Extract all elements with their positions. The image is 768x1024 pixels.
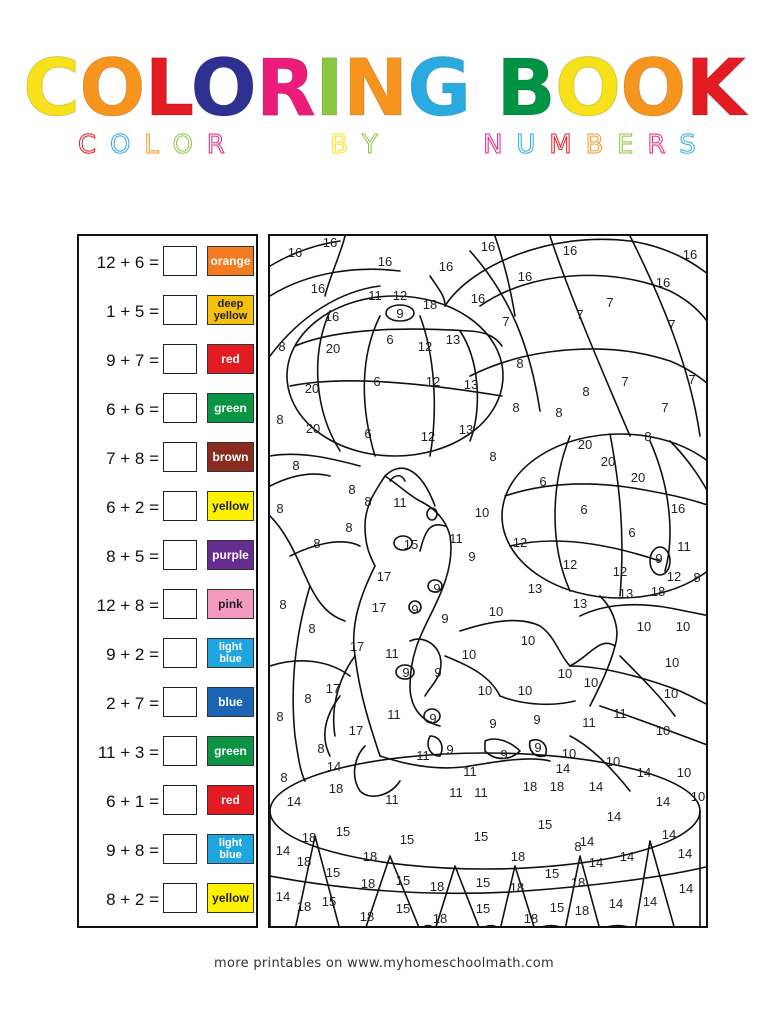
legend-row — [79, 245, 260, 281]
region-number: 15 — [399, 832, 415, 847]
region-number: 20 — [325, 341, 341, 356]
region-number: 15 — [544, 866, 560, 881]
region-number: 11 — [416, 748, 430, 763]
region-number: 6 — [373, 374, 381, 389]
region-number: 14 — [636, 765, 652, 780]
subtitle-letter: U — [516, 130, 538, 160]
legend-row — [79, 490, 260, 526]
subtitle-letter: E — [617, 130, 636, 160]
region-number: 8 — [693, 570, 701, 585]
region-number: 8 — [364, 494, 372, 509]
region-number: 15 — [321, 894, 337, 909]
region-number: 11 — [393, 495, 407, 510]
region-number: 8 — [512, 400, 520, 415]
subtitle-letter: M — [549, 130, 574, 160]
subtitle-letter: B — [330, 130, 351, 160]
region-number: 16 — [438, 259, 454, 274]
region-number: 11 — [449, 531, 463, 546]
answer-box[interactable] — [163, 540, 197, 570]
color-swatch: light blue — [207, 638, 254, 668]
region-number: 11 — [582, 715, 596, 730]
color-swatch: red — [207, 344, 254, 374]
answer-box[interactable] — [163, 785, 197, 815]
region-number: 16 — [322, 236, 338, 250]
region-number: 14 — [555, 761, 571, 776]
region-number: 8 — [348, 482, 356, 497]
region-number: 12 — [392, 288, 408, 303]
region-number: 9 — [468, 549, 476, 564]
color-by-number-picture — [268, 234, 708, 928]
region-number: 8 — [574, 839, 582, 854]
region-number: 15 — [395, 873, 411, 888]
subtitle-letter: B — [585, 130, 606, 160]
region-number: 8 — [516, 356, 524, 371]
region-number: 11 — [677, 539, 691, 554]
region-number: 17 — [348, 723, 364, 738]
color-swatch: green — [207, 393, 254, 423]
region-number: 14 — [661, 827, 677, 842]
region-number: 12 — [612, 564, 628, 579]
region-number: 10 — [690, 789, 706, 804]
color-swatch: red — [207, 785, 254, 815]
region-number: 8 — [280, 770, 288, 785]
region-number: 12 — [562, 557, 578, 572]
region-number: 10 — [664, 655, 680, 670]
region-number: 16 — [377, 254, 393, 269]
region-number: 16 — [310, 281, 326, 296]
region-number: 9 — [533, 712, 541, 727]
region-number: 7 — [502, 314, 510, 329]
region-number: 10 — [676, 765, 692, 780]
region-number: 14 — [606, 809, 622, 824]
region-number: 14 — [286, 794, 302, 809]
region-number: 6 — [628, 525, 636, 540]
region-number: 18 — [574, 903, 590, 918]
region-number: 14 — [326, 759, 342, 774]
region-number: 10 — [461, 647, 477, 662]
region-number: 17 — [371, 600, 387, 615]
equation-text: 2 + 7 = — [106, 694, 159, 713]
region-number: 20 — [577, 437, 593, 452]
region-number: 14 — [588, 779, 604, 794]
region-number: 8 — [304, 691, 312, 706]
region-number: 14 — [642, 894, 658, 909]
title-letter: O — [79, 44, 145, 134]
region-number: 9 — [500, 747, 508, 762]
subtitle-letter: Y — [361, 130, 380, 160]
legend-row — [79, 588, 260, 624]
region-number: 18 — [650, 584, 666, 599]
region-number: 7 — [606, 295, 614, 310]
region-number: 6 — [386, 332, 394, 347]
answer-box[interactable] — [163, 442, 197, 472]
region-number: 16 — [655, 275, 671, 290]
region-number: 9 — [411, 602, 419, 617]
region-number: 6 — [364, 426, 372, 441]
region-number: 13 — [527, 581, 543, 596]
region-number: 10 — [655, 723, 671, 738]
color-swatch: yellow — [207, 491, 254, 521]
region-number: 15 — [537, 817, 553, 832]
region-number: 8 — [276, 501, 284, 516]
region-number: 17 — [325, 681, 341, 696]
region-number: 18 — [510, 849, 526, 864]
region-number: 10 — [477, 683, 493, 698]
region-number: 12 — [417, 339, 433, 354]
region-number: 20 — [600, 454, 616, 469]
region-number: 14 — [588, 855, 604, 870]
region-number: 20 — [305, 421, 321, 436]
region-number: 11 — [385, 792, 399, 807]
region-number: 16 — [470, 291, 486, 306]
region-number: 18 — [296, 854, 312, 869]
region-number: 9 — [429, 711, 437, 726]
region-number: 20 — [304, 381, 320, 396]
subtitle-letter: O — [109, 130, 133, 160]
region-number: 9 — [434, 665, 442, 680]
color-swatch: brown — [207, 442, 254, 472]
region-number: 16 — [287, 245, 303, 260]
legend-row — [79, 539, 260, 575]
region-number: 8 — [489, 449, 497, 464]
answer-box[interactable] — [163, 393, 197, 423]
answer-box[interactable] — [163, 491, 197, 521]
subtitle-letter: S — [679, 130, 698, 160]
region-number: 10 — [663, 686, 679, 701]
page-subtitle — [78, 128, 698, 162]
region-number: 14 — [579, 834, 595, 849]
region-number: 15 — [475, 901, 491, 916]
region-number: 10 — [636, 619, 652, 634]
region-number: 10 — [488, 604, 504, 619]
color-swatch: green — [207, 736, 254, 766]
region-number: 11 — [387, 707, 401, 722]
region-number: 15 — [335, 824, 351, 839]
equation-text: 8 + 2 = — [106, 890, 159, 909]
subtitle-letter: O — [172, 130, 195, 160]
title-letter: K — [685, 44, 745, 134]
region-number: 15 — [549, 900, 565, 915]
legend-row — [79, 294, 260, 330]
color-swatch: light blue — [207, 834, 254, 864]
region-number: 15 — [395, 901, 411, 916]
region-number: 14 — [608, 896, 624, 911]
legend-row — [79, 784, 260, 820]
equation-text: 6 + 1 = — [106, 792, 159, 811]
answer-box[interactable] — [163, 883, 197, 913]
equation-text: 1 + 5 = — [106, 302, 159, 321]
region-number: 9 — [534, 740, 542, 755]
region-number: 15 — [473, 829, 489, 844]
region-number: 14 — [655, 794, 671, 809]
title-letter — [470, 44, 496, 134]
legend-row — [79, 833, 260, 869]
region-number: 10 — [583, 675, 599, 690]
color-swatch: orange — [207, 246, 254, 276]
region-number: 18 — [422, 297, 438, 312]
region-number: 9 — [396, 306, 404, 321]
title-letter: N — [342, 44, 408, 134]
answer-box[interactable] — [163, 589, 197, 619]
region-number: 9 — [446, 742, 454, 757]
page-title — [0, 44, 768, 134]
region-number: 16 — [480, 239, 496, 254]
equation-text: 12 + 6 = — [96, 253, 159, 272]
equation-text: 11 + 3 = — [97, 743, 159, 762]
region-number: 16 — [517, 269, 533, 284]
equation-text: 6 + 6 = — [106, 400, 159, 419]
region-number: 11 — [385, 646, 399, 661]
title-letter: I — [314, 44, 343, 134]
region-number: 20 — [630, 470, 646, 485]
region-number: 8 — [292, 458, 300, 473]
region-number: 18 — [522, 779, 538, 794]
answer-box[interactable] — [163, 246, 197, 276]
region-number: 10 — [557, 666, 573, 681]
region-number: 13 — [618, 586, 634, 601]
equation-text: 12 + 8 = — [96, 596, 159, 615]
region-number: 9 — [433, 581, 441, 596]
region-number: 17 — [376, 569, 392, 584]
equation-text: 8 + 5 = — [106, 547, 159, 566]
title-letter: O — [190, 44, 256, 134]
region-number: 9 — [489, 716, 497, 731]
region-number: 10 — [474, 505, 490, 520]
legend-row — [79, 735, 260, 771]
region-number: 18 — [432, 911, 448, 926]
region-number: 11 — [613, 706, 627, 721]
color-swatch: yellow — [207, 883, 254, 913]
legend-row — [79, 343, 260, 379]
region-number: 8 — [278, 339, 286, 354]
region-number: 7 — [688, 372, 696, 387]
region-number: 18 — [296, 899, 312, 914]
region-number: 15 — [403, 537, 419, 552]
answer-box[interactable] — [163, 687, 197, 717]
region-number: 9 — [655, 551, 663, 566]
region-number: 8 — [555, 405, 563, 420]
answer-box[interactable] — [163, 834, 197, 864]
region-number: 8 — [582, 384, 590, 399]
region-number: 11 — [449, 785, 463, 800]
region-number: 8 — [345, 520, 353, 535]
region-number: 12 — [420, 429, 436, 444]
color-swatch: pink — [207, 589, 254, 619]
subtitle-letter: N — [483, 130, 505, 160]
region-number: 14 — [678, 881, 694, 896]
region-number: 13 — [572, 596, 588, 611]
region-number: 14 — [677, 846, 693, 861]
region-number: 17 — [349, 639, 365, 654]
region-number: 12 — [425, 374, 441, 389]
equation-text: 9 + 8 = — [106, 841, 159, 860]
region-number: 11 — [368, 288, 382, 303]
region-number: 11 — [474, 785, 488, 800]
region-number: 10 — [520, 633, 536, 648]
legend-row — [79, 637, 260, 673]
title-letter: B — [496, 44, 555, 134]
region-number: 18 — [328, 781, 344, 796]
region-number: 11 — [463, 764, 477, 779]
region-number: 14 — [275, 889, 291, 904]
region-number: 13 — [458, 422, 474, 437]
region-number: 8 — [313, 536, 321, 551]
region-number: 7 — [621, 374, 629, 389]
color-swatch: deep yellow — [207, 295, 254, 325]
region-number: 15 — [325, 865, 341, 880]
region-number: 13 — [445, 332, 461, 347]
region-number: 16 — [670, 501, 686, 516]
region-number: 10 — [605, 754, 621, 769]
color-swatch: blue — [207, 687, 254, 717]
region-number: 18 — [429, 879, 445, 894]
region-number: 14 — [275, 843, 291, 858]
region-number: 18 — [301, 830, 317, 845]
title-letter: C — [23, 44, 80, 134]
subtitle-letter: R — [206, 130, 227, 160]
region-number: 18 — [360, 876, 376, 891]
region-number: 7 — [576, 307, 584, 322]
title-letter: L — [144, 44, 191, 134]
title-letter: G — [407, 44, 471, 134]
region-number: 6 — [539, 474, 547, 489]
region-number: 7 — [661, 400, 669, 415]
region-number: 8 — [276, 412, 284, 427]
region-number: 10 — [561, 746, 577, 761]
title-letter: R — [255, 44, 315, 134]
equation-text: 9 + 2 = — [106, 645, 159, 664]
legend-row — [79, 882, 260, 918]
title-letter: O — [554, 44, 621, 134]
equation-text: 9 + 7 = — [106, 351, 159, 370]
equation-text: 7 + 8 = — [106, 449, 159, 468]
region-number: 6 — [580, 502, 588, 517]
region-number: 14 — [619, 849, 635, 864]
color-swatch: purple — [207, 540, 254, 570]
subtitle-letter: R — [647, 130, 668, 160]
subtitle-letter: C — [78, 130, 99, 160]
region-number: 16 — [562, 243, 578, 258]
region-number: 18 — [359, 909, 375, 924]
region-number: 10 — [517, 683, 533, 698]
region-number: 18 — [570, 875, 586, 890]
region-number: 16 — [682, 247, 698, 262]
region-number: 7 — [668, 317, 676, 332]
region-number: 8 — [279, 597, 287, 612]
subtitle-letter: L — [144, 130, 161, 160]
legend-row — [79, 441, 260, 477]
region-number: 8 — [308, 621, 316, 636]
picture-outline — [270, 236, 708, 928]
region-number: 12 — [666, 569, 682, 584]
equation-text: 6 + 2 = — [106, 498, 159, 517]
answer-box[interactable] — [163, 736, 197, 766]
region-number: 16 — [324, 309, 340, 324]
region-number: 9 — [441, 611, 449, 626]
region-number: 8 — [644, 429, 652, 444]
region-number: 15 — [475, 875, 491, 890]
region-number: 18 — [362, 849, 378, 864]
legend-row — [79, 686, 260, 722]
region-number: 13 — [463, 377, 479, 392]
color-key-panel — [77, 234, 258, 928]
region-number: 18 — [509, 880, 525, 895]
region-number: 8 — [317, 741, 325, 756]
footer-credit: more printables on www.myhomeschoolmath.com — [214, 956, 554, 971]
answer-box[interactable] — [163, 295, 197, 325]
title-letter: O — [620, 44, 686, 134]
region-number: 8 — [276, 709, 284, 724]
region-number: 9 — [402, 665, 410, 680]
region-number: 10 — [675, 619, 691, 634]
answer-box[interactable] — [163, 344, 197, 374]
legend-row — [79, 392, 260, 428]
region-number: 18 — [549, 779, 565, 794]
answer-box[interactable] — [163, 638, 197, 668]
region-number: 18 — [523, 911, 539, 926]
region-number: 12 — [512, 535, 528, 550]
